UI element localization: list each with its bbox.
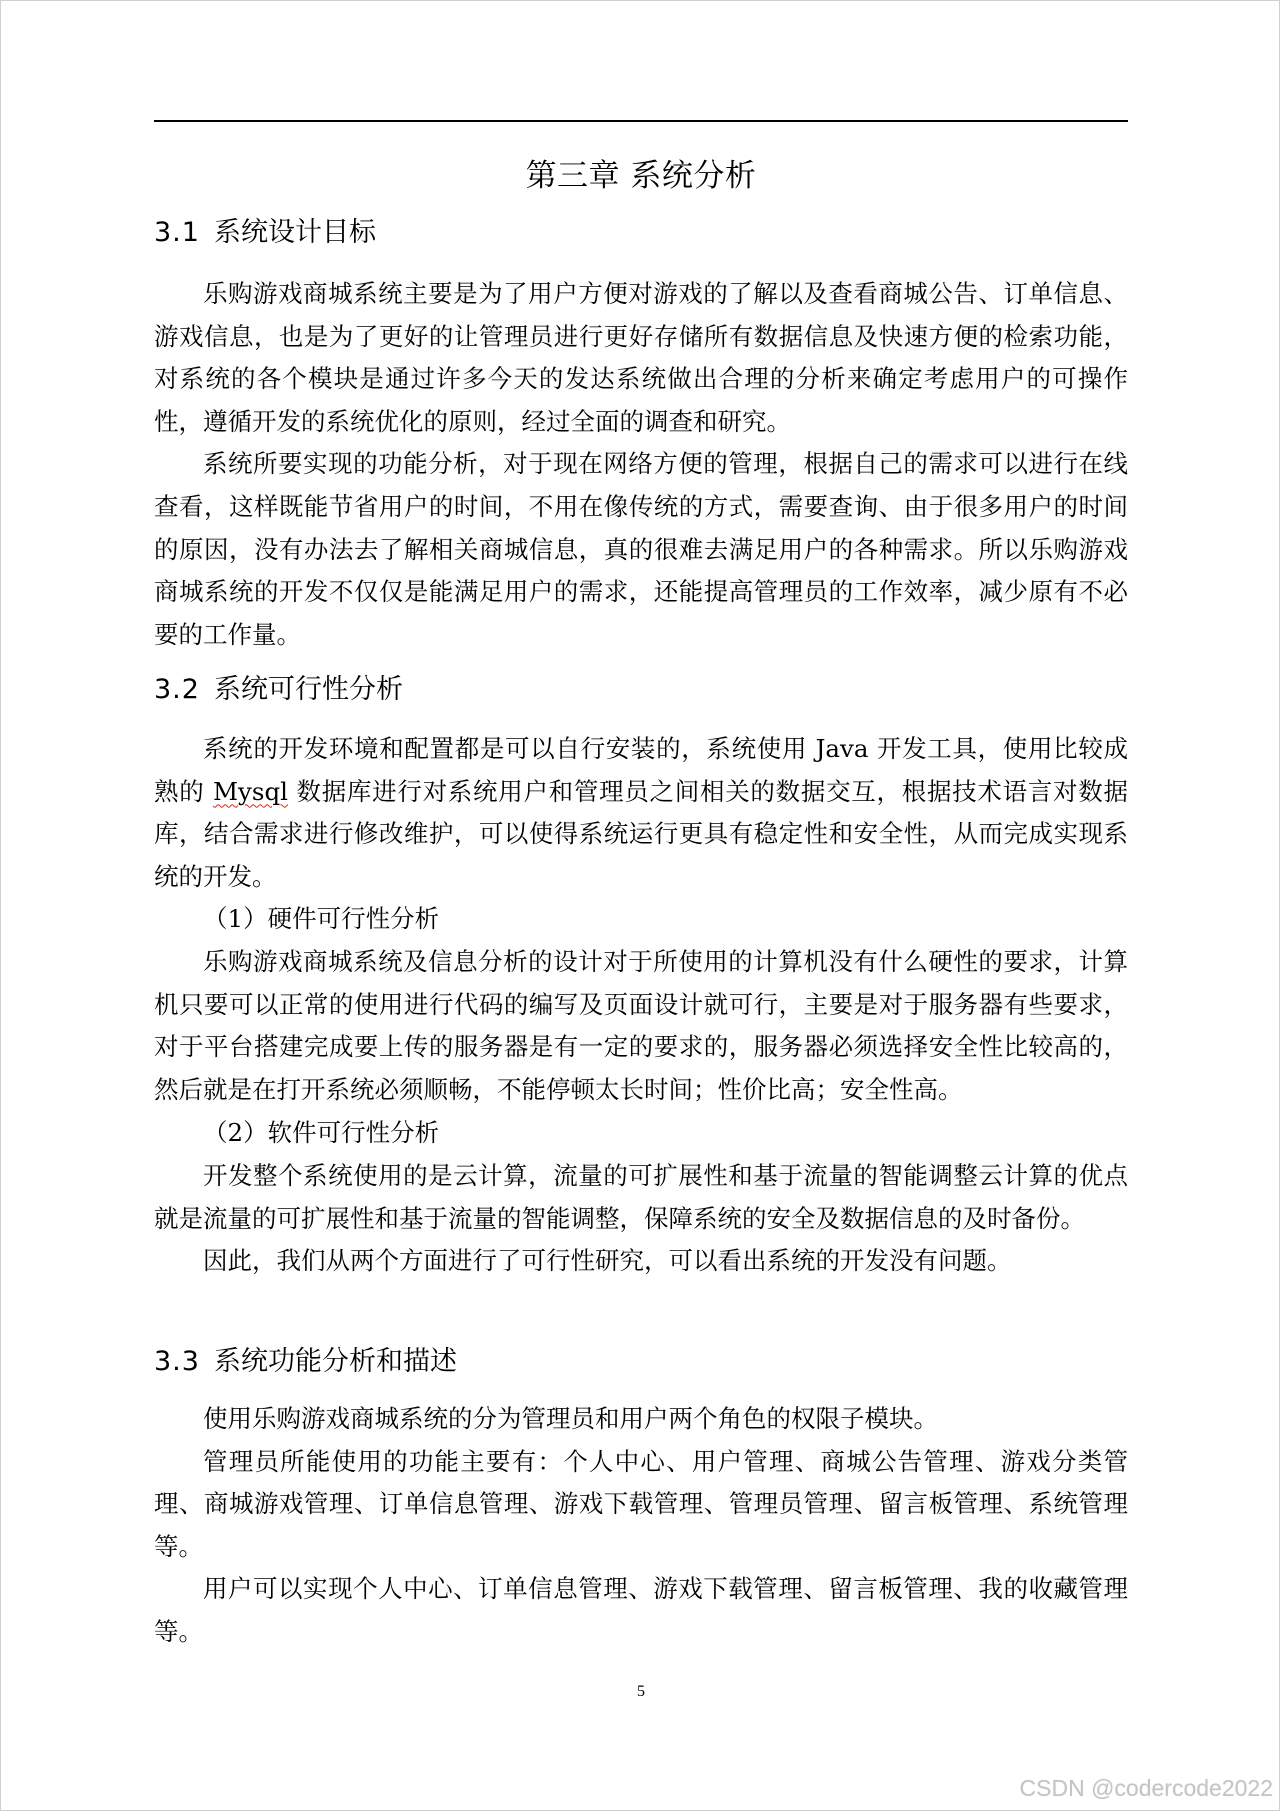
section-number: 3.3 xyxy=(154,1346,200,1377)
paragraph: 乐购游戏商城系统主要是为了用户方便对游戏的了解以及查看商城公告、订单信息、游戏信息，也是为了更好的让管理员进行更好存储所有数据信息及快速方便的检索功能，对系统的各个模块是通过许多今天的发达系统做出合理的分析来确定考虑用户的可操作性，遵循开发的系统优化的原则，经过全面的调查和研究。 xyxy=(154,279,1128,436)
term-mysql-spellcheck[interactable]: Mysql xyxy=(212,776,288,806)
section-heading-3-3 xyxy=(154,1342,1128,1382)
section-3-3-body xyxy=(154,1398,1128,1654)
paragraph: 因此，我们从两个方面进行了可行性研究，可以看出系统的开发没有问题。 xyxy=(203,1246,1012,1276)
chapter-title: 第三章 系统分析 xyxy=(525,158,757,194)
paragraph: 系统所要实现的功能分析，对于现在网络方便的管理，根据自己的需求可以进行在线查看，这样既能节省用户的时间，不用在像传统的方式，需要查询、由于很多用户的时间的原因，没有办法去了解相关商城信息，真的很难去满足用户的各种需求。所以乐购游戏商城系统的开发不仅仅是能满足用户的需求，还能提高管理员的工作效率，减少原有不必要的工作量。 xyxy=(154,449,1128,649)
term-java: Java xyxy=(815,734,869,763)
section-title: 系统设计目标 xyxy=(213,217,376,248)
section-number: 3.1 xyxy=(154,217,200,248)
paragraph xyxy=(154,728,1128,898)
paragraph: 管理员所能使用的功能主要有：个人中心、用户管理、商城公告管理、游戏分类管理、商城游戏管理、订单信息管理、游戏下载管理、管理员管理、留言板管理、系统管理等。 xyxy=(154,1446,1128,1561)
page-number: 5 xyxy=(637,1683,645,1700)
paragraph: 乐购游戏商城系统及信息分析的设计对于所使用的计算机没有什么硬性的要求，计算机只要可以正常的使用进行代码的编写及页面设计就可行，主要是对于服务器有些要求，对于平台搭建完成要上传的服务器是有一定的要求的，服务器必须选择安全性比较高的，然后就是在打开系统必须顺畅，不能停顿太长时间；性价比高；安全性高。 xyxy=(154,947,1128,1104)
section-3-1-body xyxy=(154,273,1128,656)
header-rule xyxy=(154,120,1128,122)
text-run: 开发工具，使用比较成熟的 xyxy=(154,734,1128,806)
section-title: 系统功能分析和描述 xyxy=(213,1346,457,1377)
section-number: 3.2 xyxy=(154,674,200,705)
paragraph: 使用乐购游戏商城系统的分为管理员和用户两个角色的权限子模块。 xyxy=(203,1404,938,1433)
subsection-hardware-label: （1）硬件可行性分析 xyxy=(203,904,440,933)
text-run: 数据库进行对系统用户和管理员之间相关的数据交互，根据技术语言对数据库，结合需求进行修改维护，可以使得系统运行更具有稳定性和安全性，从而完成实现系统的开发。 xyxy=(154,776,1128,891)
section-heading-3-2 xyxy=(154,670,1128,710)
subsection-hardware-body xyxy=(154,941,1128,1111)
section-heading-3-1 xyxy=(154,213,1128,253)
paragraph: 开发整个系统使用的是云计算，流量的可扩展性和基于流量的智能调整云计算的优点就是流量的可扩展性和基于流量的智能调整，保障系统的安全及数据信息的及时备份。 xyxy=(154,1161,1128,1233)
section-3-2-intro xyxy=(154,728,1128,898)
subsection-software-body xyxy=(154,1155,1128,1283)
paragraph: 用户可以实现个人中心、订单信息管理、游戏下载管理、留言板管理、我的收藏管理等。 xyxy=(154,1574,1128,1646)
csdn-watermark: CSDN @codercode2022 xyxy=(1019,1775,1273,1801)
section-title: 系统可行性分析 xyxy=(213,674,403,705)
text-run: 系统的开发环境和配置都是可以自行安装的，系统使用 xyxy=(203,734,816,763)
subsection-software-label: （2）软件可行性分析 xyxy=(203,1118,440,1147)
